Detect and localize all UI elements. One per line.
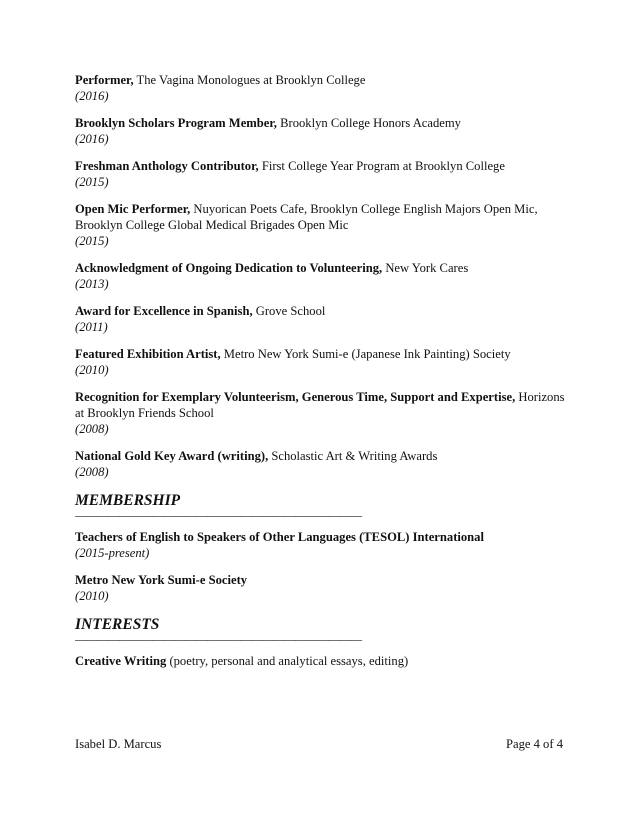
award-date: (2016) [75,89,109,103]
award-entry [75,346,570,378]
award-detail: Horizons at Brooklyn Friends School [75,390,565,420]
footer-page-number: Page 4 of 4 [505,737,563,751]
interest-entry [75,653,570,669]
award-title: Award for Excellence in Spanish, [75,304,253,318]
award-detail: Grove School [252,304,326,318]
award-date: (2010) [75,363,109,377]
award-date: (2013) [75,277,109,291]
membership-date: (2015-present) [75,546,150,560]
award-date: (2015) [75,175,109,189]
award-entry [75,72,570,104]
award-entry [75,260,570,292]
award-title: Performer, [75,73,134,87]
interest-detail: (poetry, personal and analytical essays, editing) [166,654,409,668]
award-entry [75,389,570,437]
award-date: (2011) [75,320,108,334]
award-detail: Scholastic Art & Writing Awards [268,449,438,463]
award-detail: New York Cares [382,261,469,275]
membership-entry [75,529,570,561]
award-title: Featured Exhibition Artist, [75,347,221,361]
award-title: Acknowledgment of Ongoing Dedication to Volunteering, [75,261,383,275]
award-detail: Nuyorican Poets Cafe, Brooklyn College English Majors Open Mic, Brooklyn College Global Medical Brigades Open Mic [75,202,538,232]
section-rule: —————————————————————————— [75,510,361,520]
membership-entry [75,572,570,604]
page-footer [75,736,563,752]
footer-author-name: Isabel D. Marcus [75,737,162,751]
award-detail: Metro New York Sumi-e (Japanese Ink Painting) Society [220,347,511,361]
award-detail: The Vagina Monologues at Brooklyn College [133,73,366,87]
award-title: Brooklyn Scholars Program Member, [75,116,277,130]
award-title: National Gold Key Award (writing), [75,449,269,463]
award-date: (2015) [75,234,109,248]
award-detail: First College Year Program at Brooklyn College [258,159,505,173]
award-entry [75,201,570,249]
award-entry [75,115,570,147]
award-date: (2008) [75,422,109,436]
award-title: Freshman Anthology Contributor, [75,159,259,173]
section-heading-membership: MEMBERSHIP [75,492,181,509]
membership-title: Teachers of English to Speakers of Other Languages (TESOL) International [75,530,484,544]
resume-page-content [75,72,570,680]
award-entry [75,448,570,480]
award-date: (2008) [75,465,109,479]
award-detail: Brooklyn College Honors Academy [276,116,461,130]
award-entry [75,303,570,335]
award-date: (2016) [75,132,109,146]
membership-title: Metro New York Sumi-e Society [75,573,248,587]
section-heading-interests: INTERESTS [75,616,160,633]
membership-date: (2010) [75,589,109,603]
interest-title: Creative Writing [75,654,167,668]
award-title: Open Mic Performer, [75,202,191,216]
award-title: Recognition for Exemplary Volunteerism, Generous Time, Support and Expertise, [75,390,516,404]
section-rule: —————————————————————————— [75,634,361,644]
award-entry [75,158,570,190]
